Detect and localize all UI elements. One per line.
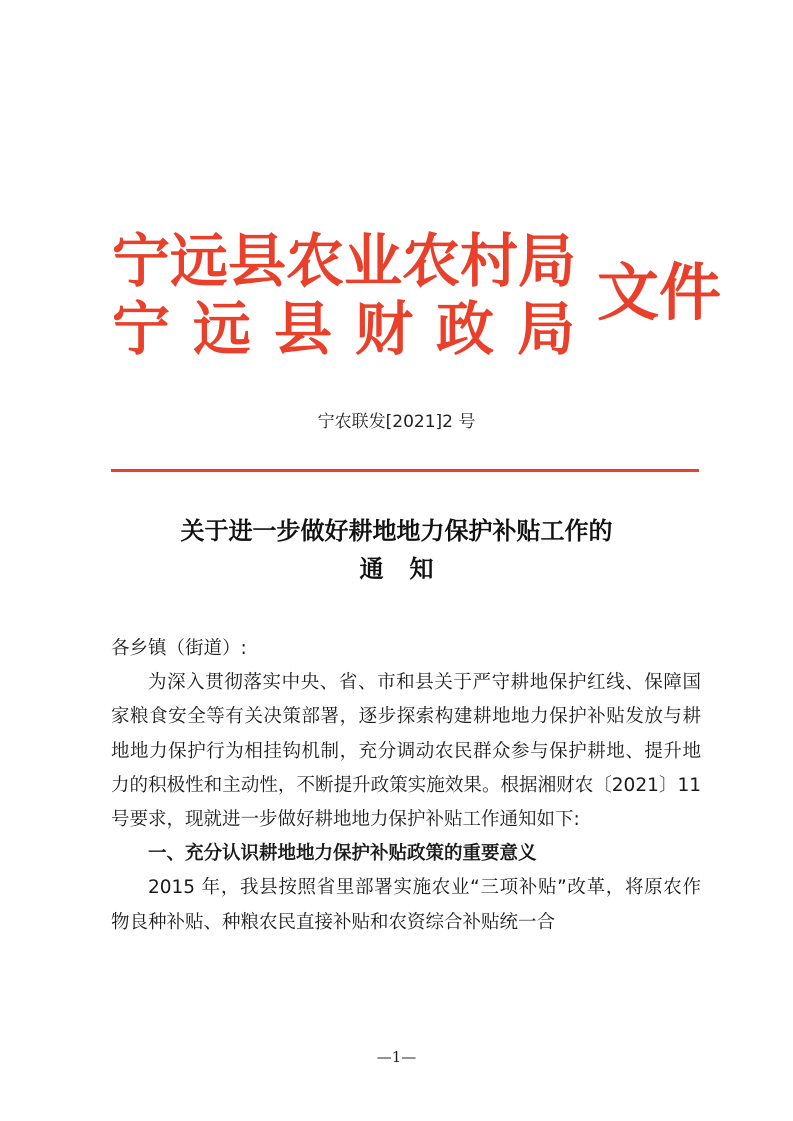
document-body	[111, 632, 701, 940]
body-paragraph: 为深入贯彻落实中央、省、市和县关于严守耕地保护红线、保障国家粮食安全等有关决策部署，逐步探索构建耕地地力保护补贴发放与耕地地力保护行为相挂钩机制，充分调动农民群众参与保护耕地、提升地力的积极性和主动性，不断提升政策实施效果。根据湘财农〔2021〕11 号要求，现就进一步做好耕地地力保护补贴工作通知如下:	[111, 672, 701, 831]
header-divider	[111, 469, 699, 472]
agency-name-finance: 宁远县财政局	[112, 295, 599, 363]
agency-name-agriculture: 宁远县农业农村局	[112, 227, 577, 295]
document-number: 宁农联发[2021]2 号	[317, 412, 476, 432]
section-heading: 一、充分认识耕地地力保护补贴政策的重要意义	[148, 843, 537, 865]
body-paragraph: 2015 年，我县按照省里部署实施农业“三项补贴”改革，将原农作物良种补贴、种粮农民直接补贴和农资综合补贴统一合	[111, 877, 701, 933]
title-line-1: 关于进一步做好耕地地力保护补贴工作的	[180, 516, 613, 545]
salutation: 各乡镇（街道）:	[111, 638, 247, 659]
document-title	[0, 512, 793, 588]
title-line-2: 通知	[359, 554, 460, 583]
page-number: —1—	[376, 1048, 417, 1066]
document-type-label: 文件	[597, 256, 722, 329]
document-header	[112, 220, 722, 380]
